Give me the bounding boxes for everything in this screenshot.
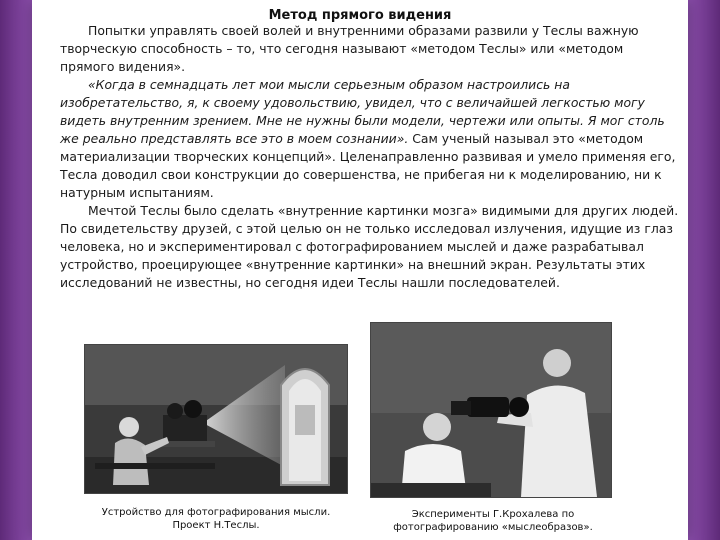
left-frame-bar [0,0,32,540]
slide [32,0,688,540]
paragraph-2-rest: Сам ученый называл это «методом материализации творческих концепций». Целенаправленно развивая и умело применяя его, Тесла доводил свои конструкции до совершенства, не прибегая ни к моделированию, ни к натурным испытаниям. [60,131,676,200]
caption-left: Устройство для фотографирования мысли. Проект Н.Теслы. [101,507,331,531]
paragraph-2 [60,76,680,202]
krokhalev-experiment-photo [370,322,612,498]
thought-device-photo [84,344,348,494]
paragraph-1: Попытки управлять своей волей и внутренними образами развили у Теслы важную творческую способность – то, что сегодня называют «методом Теслы» или «методом прямого видения». [60,23,639,74]
right-frame-bar [688,0,720,540]
paragraph-3: Мечтой Теслы было сделать «внутренние картинки мозга» видимыми для других людей. По свидетельству друзей, с этой целью он не только исследовал излучения, идущие из глаз человека, но и экспериментировал с фотографированием мыслей и даже разрабатывал устройство, проецирующее «внутренние картинки» на внешний экран. Результаты этих исследований не известны, но сегодня идеи Теслы нашли последователей. [60,203,679,290]
slide-title: Метод прямого видения [268,8,452,23]
tesla-quote: «Когда в семнадцать лет мои мысли серьезным образом настроились на изобретательство, я, к своему удовольствию, увидел, что с величайшей легкостью могу видеть внутренним зрением. Мне не нужны были модели, чертежи или опыты. Я мог столь же реально представлять все это в моем сознании». [60,77,665,146]
body-text [60,22,680,292]
caption-right: Эксперименты Г.Крохалева по фотографированию «мыслеобразов». [393,509,593,533]
